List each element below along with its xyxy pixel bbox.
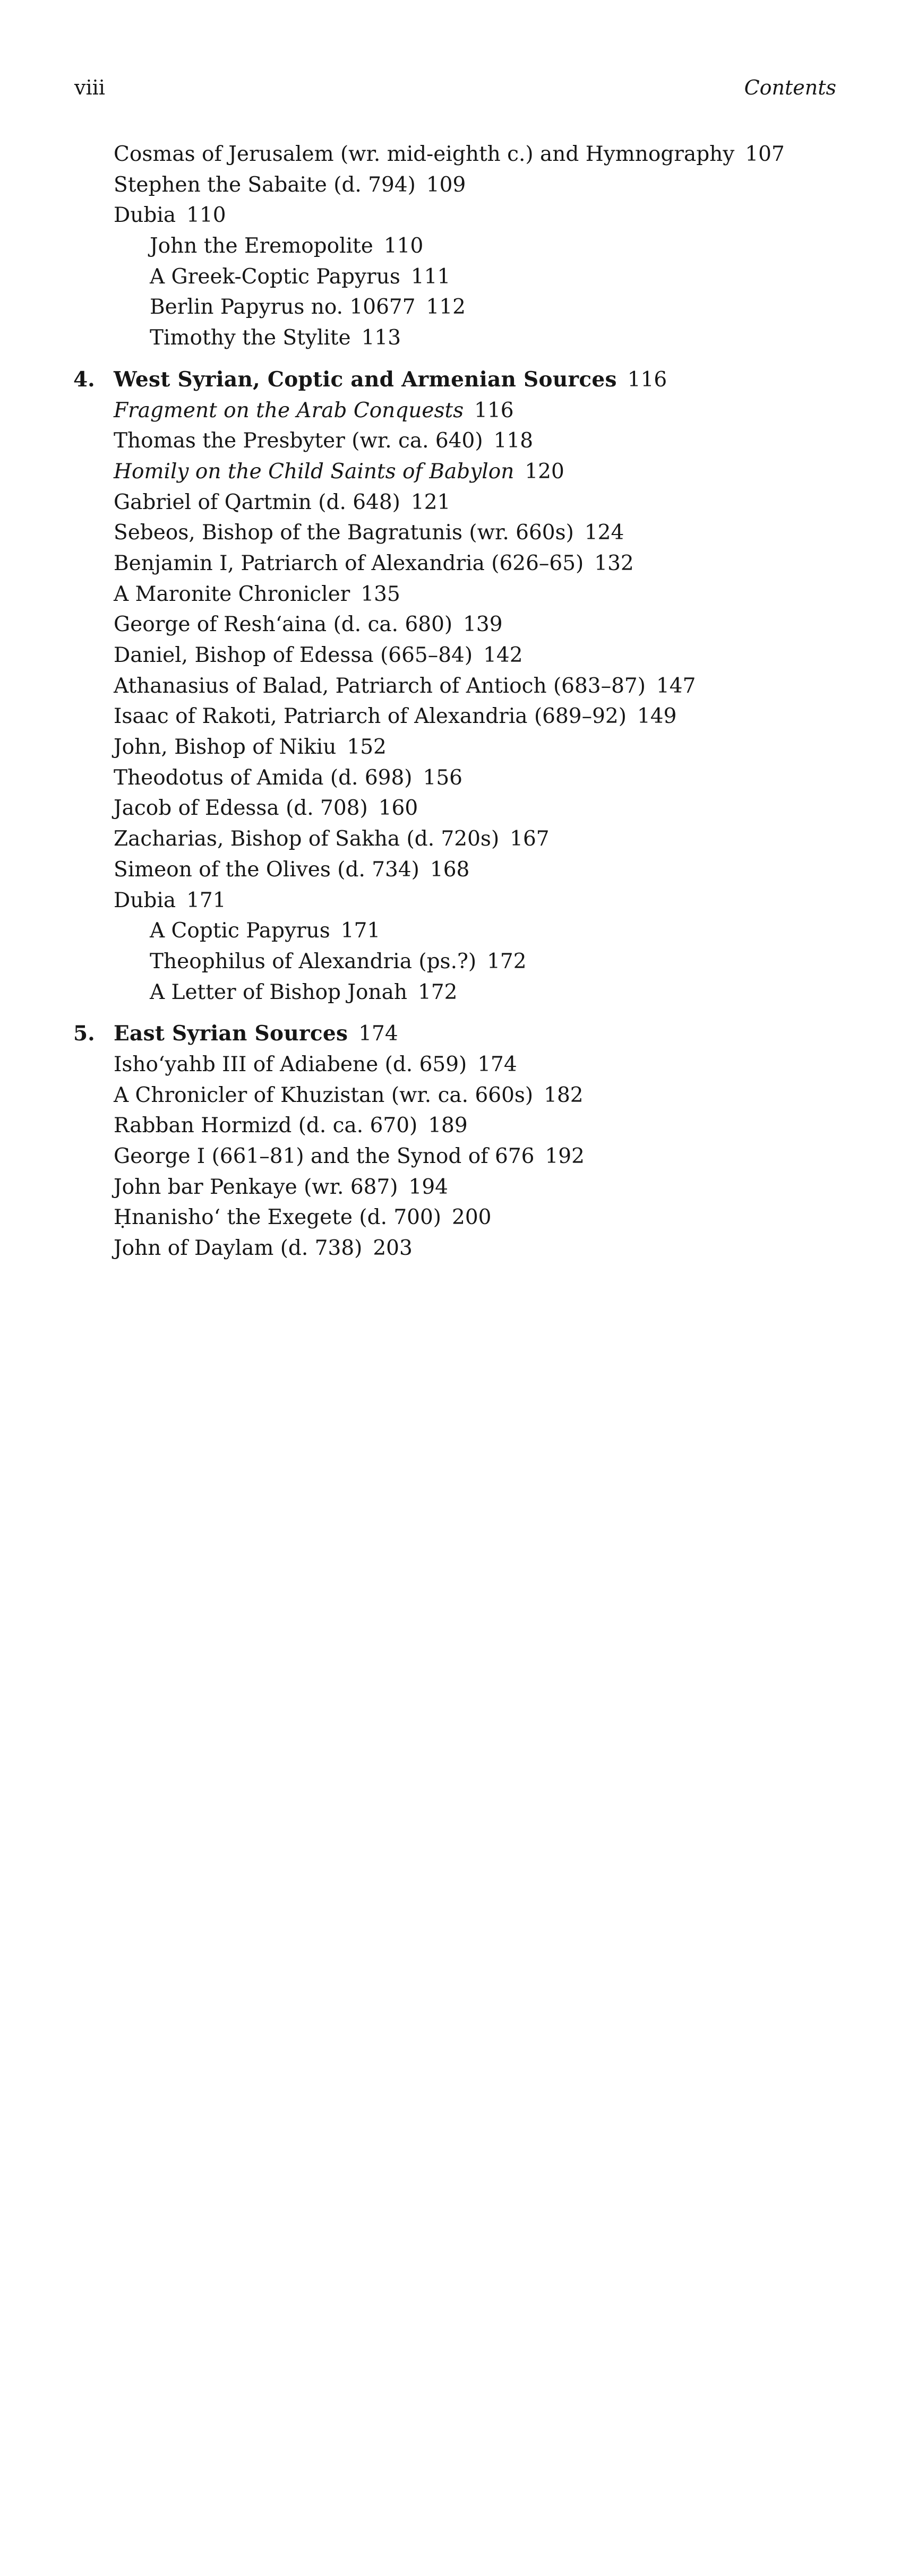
entry-title: Thomas the Presbyter (wr. ca. 640)	[114, 429, 483, 453]
toc-entry	[114, 701, 836, 732]
entry-title: A Maronite Chronicler	[114, 582, 350, 606]
toc-entry	[114, 231, 836, 262]
toc-line	[114, 916, 836, 946]
page-reference: 174	[358, 1022, 398, 1046]
page-reference: 142	[483, 643, 523, 667]
toc-entry	[114, 579, 836, 610]
toc-line	[114, 262, 836, 292]
page-reference: 110	[186, 203, 226, 228]
page-reference: 135	[361, 582, 400, 606]
page-reference: 171	[340, 919, 381, 943]
toc-line	[114, 323, 836, 354]
page-reference: 116	[627, 367, 667, 392]
toc-entry	[114, 548, 836, 579]
page-reference: 111	[410, 264, 451, 289]
page-reference: 174	[477, 1052, 517, 1076]
entry-title: Gabriel of Qartmin (d. 648)	[114, 490, 400, 514]
page-reference: 139	[463, 613, 503, 637]
toc-line	[114, 548, 836, 579]
toc-line	[114, 1080, 836, 1111]
page-reference: 116	[474, 398, 514, 423]
toc-line	[114, 518, 836, 548]
toc-line	[114, 855, 836, 885]
running-head	[74, 74, 836, 101]
entry-title: George of Resh‘aina (d. ca. 680)	[114, 613, 453, 637]
toc-entry	[114, 323, 836, 354]
page-reference: 152	[347, 735, 387, 760]
entry-title: Fragment on the Arab Conquests	[114, 398, 464, 423]
toc-line	[114, 763, 836, 794]
entry-title: John bar Penkaye (wr. 687)	[114, 1175, 398, 1199]
toc-entry	[114, 855, 836, 885]
toc-line	[114, 793, 836, 824]
entry-title: Theodotus of Amida (d. 698)	[114, 765, 413, 790]
entry-title: Benjamin I, Patriarch of Alexandria (626–65)	[114, 551, 584, 575]
entry-title: A Chronicler of Khuzistan (wr. ca. 660s)	[114, 1083, 534, 1107]
entry-title: John of Daylam (d. 738)	[114, 1236, 363, 1261]
page-reference: 118	[493, 429, 534, 453]
toc-line	[114, 1110, 836, 1141]
entry-title: Sebeos, Bishop of the Bagratunis (wr. 660s)	[114, 521, 574, 545]
toc-line	[114, 1202, 836, 1233]
toc-chapter	[73, 1019, 836, 1049]
toc-line	[114, 824, 836, 855]
toc-line	[114, 671, 836, 702]
entry-title: Isaac of Rakoti, Patriarch of Alexandria (689–92)	[114, 704, 627, 729]
toc-entry	[114, 262, 836, 292]
toc-entry	[114, 885, 836, 916]
toc-line	[114, 885, 836, 916]
entry-title: Timothy the Stylite	[150, 326, 351, 350]
toc-entry	[114, 793, 836, 824]
page-reference: 192	[545, 1144, 585, 1168]
entry-title: Berlin Papyrus no. 10677	[150, 295, 416, 320]
page-reference: 109	[426, 173, 466, 197]
toc-line	[73, 1019, 836, 1049]
entry-title: Rabban Hormizd (d. ca. 670)	[114, 1114, 418, 1138]
toc-line	[114, 609, 836, 640]
toc-entry	[114, 1110, 836, 1141]
page-reference: 132	[594, 551, 634, 575]
entry-title: George I (661–81) and the Synod of 676	[114, 1144, 535, 1168]
page-reference: 110	[383, 234, 424, 259]
toc-line	[114, 456, 836, 487]
toc-entry	[114, 977, 836, 1008]
toc-entry	[114, 1172, 836, 1203]
toc-line	[114, 1233, 836, 1264]
toc-entry	[114, 916, 836, 946]
page-reference: 121	[410, 490, 451, 514]
toc-line	[73, 365, 836, 395]
toc-line	[114, 640, 836, 671]
entry-title: A Greek-Coptic Papyrus	[150, 264, 400, 289]
entry-title: Dubia	[114, 203, 176, 228]
toc-entry	[114, 1202, 836, 1233]
entry-title: Jacob of Edessa (d. 708)	[114, 796, 368, 821]
entry-title: Homily on the Child Saints of Babylon	[114, 459, 514, 484]
page-reference: 147	[656, 674, 696, 698]
toc-line	[114, 395, 836, 426]
toc-line	[114, 579, 836, 610]
toc-entry	[114, 170, 836, 201]
toc-entry	[114, 732, 836, 763]
chapter-number: 4.	[73, 367, 95, 392]
page-reference: 182	[544, 1083, 584, 1107]
toc-entry	[114, 292, 836, 323]
toc-entry	[114, 395, 836, 426]
toc-chapter	[73, 365, 836, 395]
toc-entry	[114, 1141, 836, 1172]
toc-entry	[114, 456, 836, 487]
page-reference: 189	[428, 1114, 468, 1138]
page-number: viii	[74, 76, 105, 99]
toc-line	[114, 732, 836, 763]
toc-line	[114, 1141, 836, 1172]
page-reference: 172	[418, 980, 458, 1004]
page-reference: 113	[361, 326, 401, 350]
entry-title: John, Bishop of Nikiu	[114, 735, 337, 760]
toc-line	[114, 1049, 836, 1080]
toc-entry	[114, 139, 836, 170]
page-reference: 168	[430, 857, 470, 882]
chapter-title: West Syrian, Coptic and Armenian Sources	[114, 367, 617, 392]
page-reference: 156	[423, 765, 462, 790]
toc-entry	[114, 946, 836, 977]
toc-line	[114, 1172, 836, 1203]
table-of-contents	[73, 139, 836, 1264]
entry-title: Isho‘yahb III of Adiabene (d. 659)	[114, 1052, 467, 1076]
page-reference: 171	[186, 888, 226, 912]
toc-line	[114, 139, 836, 170]
toc-line	[114, 701, 836, 732]
entry-title: Cosmas of Jerusalem (wr. mid-eighth c.) and Hymnography	[114, 142, 735, 166]
entry-title: A Coptic Papyrus	[150, 919, 330, 943]
entry-title: Theophilus of Alexandria (ps.?)	[150, 949, 477, 973]
toc-entry	[114, 763, 836, 794]
entry-title: Simeon of the Olives (d. 734)	[114, 857, 419, 882]
running-title: Contents	[744, 76, 836, 99]
entry-title: Zacharias, Bishop of Sakha (d. 720s)	[114, 827, 500, 851]
toc-entry	[114, 1233, 836, 1264]
page-reference: 203	[373, 1236, 413, 1261]
toc-entry	[114, 1049, 836, 1080]
toc-line	[114, 977, 836, 1008]
entry-title: Ḥnanisho‘ the Exegete (d. 700)	[114, 1205, 442, 1230]
toc-entry	[114, 426, 836, 456]
entry-title: Dubia	[114, 888, 176, 912]
page-reference: 172	[487, 949, 527, 973]
toc-line	[114, 946, 836, 977]
entry-title: John the Eremopolite	[150, 234, 373, 259]
page-reference: 112	[426, 295, 466, 320]
page-reference: 107	[745, 142, 785, 166]
page-reference: 149	[637, 704, 677, 729]
page-reference: 167	[510, 827, 550, 851]
toc-entry	[114, 1080, 836, 1111]
toc-line	[114, 170, 836, 201]
toc-entry	[114, 609, 836, 640]
toc-line	[114, 231, 836, 262]
toc-entry	[114, 518, 836, 548]
chapter-title: East Syrian Sources	[114, 1021, 348, 1046]
chapter-number: 5.	[73, 1021, 95, 1046]
toc-line	[114, 487, 836, 518]
toc-entry	[114, 671, 836, 702]
page-reference: 124	[584, 521, 624, 545]
toc-line	[114, 200, 836, 231]
page-reference: 194	[408, 1175, 448, 1199]
toc-line	[114, 292, 836, 323]
page-reference: 200	[452, 1205, 492, 1230]
toc-entry	[114, 487, 836, 518]
entry-title: Stephen the Sabaite (d. 794)	[114, 173, 416, 197]
entry-title: A Letter of Bishop Jonah	[150, 980, 408, 1004]
toc-entry	[114, 200, 836, 231]
page-reference: 120	[525, 459, 564, 484]
toc-entry	[114, 824, 836, 855]
entry-title: Athanasius of Balad, Patriarch of Antioch (683–87)	[114, 674, 646, 698]
toc-entry	[114, 640, 836, 671]
page-reference: 160	[378, 796, 418, 821]
toc-line	[114, 426, 836, 456]
entry-title: Daniel, Bishop of Edessa (665–84)	[114, 643, 473, 667]
